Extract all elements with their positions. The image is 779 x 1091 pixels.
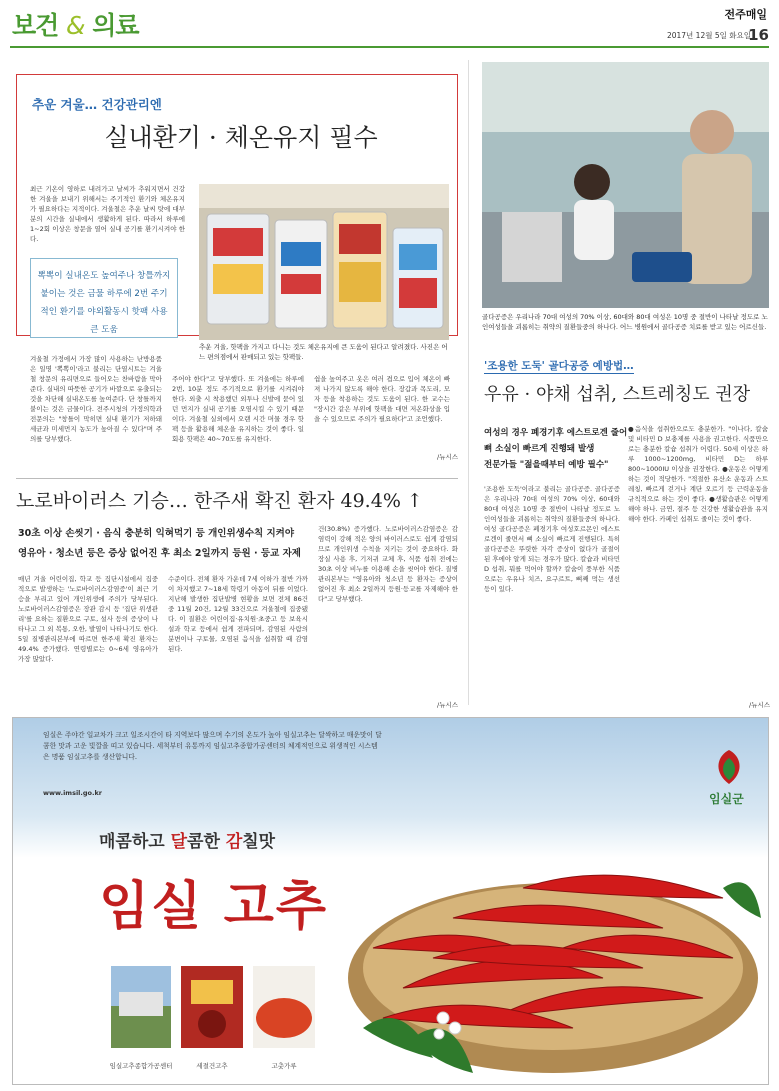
issue-date: 2017년 12월 5일 화요일: [666, 31, 751, 40]
imsil-logo-icon: [711, 748, 747, 786]
paper-name: 전주매일: [724, 8, 767, 21]
page-number: 16: [748, 26, 769, 44]
dried-chili-package-photo: [181, 966, 243, 1048]
section-title-ampersand: &: [66, 11, 85, 40]
article3-byline: /뉴시스: [748, 701, 770, 709]
article1-col1: 겨울철 가정에서 가장 많이 사용하는 난방용품은 일명 '뽁뽁이'라고 불리는 단열시트는 겨울철 창문의 유리면으로 들어오는 찬바람을 막아준다. 실내의 따뜻한 공기가 바깥으로 유출되는 것을 차단해 실내온도를 높여준다. 단 창틀까지 붙이는 것은 금물이다. 전주시청의 가정의학과 전문의는 "창틀이 막히면 실내 환기가 저하돼 세균과 미세먼지 농도가 높아질 수 있다"며 주의를 당부했다.: [30, 355, 162, 443]
processing-center-photo: [111, 966, 171, 1048]
osteoporosis-caption: 골다공증은 우리나라 70대 여성의 70% 이상, 60대와 80대 여성은 10명 중 절반이 나타날 정도로 노인여성들을 괴롭히는 취약의 질환들중의 하나다. 어느 병원에서 골다공증 치료를 받고 있는 어르신들.: [482, 313, 768, 331]
article1-title: 실내환기 · 체온유지 필수: [104, 123, 378, 152]
thumb-label-dried: 세절건고추: [196, 1062, 228, 1070]
article1-col3: 쉽을 높여주고 옷은 여러 겹으로 입어 체온이 빠져 나가지 않도록 해야 한다. 장갑과 목도리, 모자 등을 착용하는 것도 도움이 된다. 한 교수는 "장시간 같은 부위에 핫팩을 대면 저온화상을 입을 수 있으므로 주의가 필요하다"고 조언했다.: [314, 375, 450, 423]
article1-pullquote: 뽁뽁이 실내온도 높여주나 창틀까지 붙이는 것은 금물 하루에 2번 주기적인 환기를 야외활동시 핫팩 사용 큰 도움: [30, 258, 178, 338]
chili-advertisement: [12, 717, 769, 1085]
article2-headline: 노로바이러스 기승… 한주새 확진 환자 49.4% ↑: [16, 490, 423, 512]
ad-url[interactable]: www.imsil.go.kr: [43, 789, 102, 797]
article3-sub3: 전문가들 "젊을때부터 예방 필수": [484, 460, 609, 470]
ad-body-text: 임실은 주야간 일교차가 크고 일조시간이 타 지역보다 많으며 수기의 온도가 높아 임실고추는 달싹하고 매운맛이 달콤한 맛과 고운 빛깔을 띠고 있습니다. 세척부터 유통까지 임실고추종합가공센터의 체계적인으로 위생적인 시스템은 명품 임실고추를 생산합니다.: [43, 731, 382, 761]
osteoporosis-photo: [482, 62, 769, 308]
header-rule: [10, 46, 769, 48]
article3-col1: '조용한 도둑'이라고 불리는 골다공증. 골다공증은 우리나라 70대 여성의 70% 이상, 60대와 80대 여성은 10명 중 절반이 나타날 정도로 노인여성들을 괴롭히는 취약의 질환들중의 하나다. 여성 골다공증은 폐경기후 여성호르몬인 에스트로겐이 줄면서 뼈 소실이 빠르게 진행된다. 특히 골다공증은 뚜렷한 자각 증상이 없다가 골절이 된 후에야 알게 되는 경우가 많다. 칼슘과 비타민 D 섭취, 뭐를 먹어야 할까? 칼슘이 풍부한 식품으로는 우유나 치즈, 요구르트, 뼈째 먹는 생선 등이 있다.: [484, 485, 620, 593]
article3-sub2: 뼈 소실이 빠르게 진행돼 발생: [484, 444, 595, 454]
hotpack-caption: 추운 겨울, 핫팩을 가지고 다니는 것도 체온유지에 큰 도움이 된다고 알려졌다. 사진은 어느 편의점에서 판매되고 있는 핫팩들.: [199, 343, 448, 361]
article1-lead: 최근 기온이 영하로 내려가고 날씨가 추워지면서 건강한 겨울을 보내기 위해서는 주기적인 환기와 체온유지가 필요하다는 지적이다. 겨울철은 추운 날씨 탓에 대부분의 시간을 실내에서 생활하게 된다. 따라서 하루에 1~2회 이상은 창문을 열어 실내 공기를 환기시켜야 한다.: [30, 185, 185, 243]
article3-title: 우유 · 야채 섭취, 스트레칭도 권장: [484, 384, 751, 405]
hotpack-photo: [199, 184, 449, 340]
article3-kicker: '조용한 도둑' 골다공증 예방법…: [484, 360, 634, 372]
chili-powder-photo: [253, 966, 315, 1048]
section-title: 보건 & 의료: [12, 11, 139, 40]
hotpack-illustration: [199, 184, 449, 340]
article2-col2: 수준이다. 전체 환자 가운데 7세 이하가 절반 가까이 차지했고 7~18세 학령기 아동이 뒤를 이었다. 지난해 발생한 집단발병 현황을 보면 전체 86건 중 11월 20건, 12월 33건으로 겨울철에 집중됐다. 이 질환은 어린이집·유치원·초중고 등 보육시설과 학교 등에서 쉽게 전파되며, 감염된 사람의 분변이나 구토물, 오염된 음식을 섭취할 때 감염된다.: [168, 575, 308, 653]
article3-sub1: 여성의 경우 폐경기후 에스트로겐 줄어: [484, 428, 628, 438]
article2-sub2: 영유아 · 청소년 등은 증상 없어진 후 최소 2일까지 등원 · 등교 자제: [18, 548, 301, 559]
article2-byline: /뉴시스: [436, 701, 458, 709]
article2-top-rule: [16, 478, 458, 479]
ad-brand: 임실군: [709, 792, 744, 806]
thumb-label-powder: 고춧가루: [271, 1062, 297, 1070]
article1-kicker: 추운 겨울… 건강관리엔: [32, 97, 162, 112]
article2-col3: 건(30.8%) 증가했다. 노로바이러스감염증은 감염력이 강해 적은 양의 바이러스로도 쉽게 감염되므로 개인위생 수칙을 지키는 것이 중요하다. 화장실 사용 후, 기저귀 교체 후, 식품 섭취 전에는 30초 이상 비누를 이용해 손을 씻어야 한다. 질병관리본부는 "영유아와 청소년 등 환자는 증상이 없어진 후 최소 2일까지 등원·등교를 자제해야 한다"고 당부했다.: [318, 525, 458, 603]
article1-byline: /뉴시스: [436, 453, 458, 461]
thumb-label-center: 임실고추종합가공센터: [109, 1062, 173, 1070]
chili-basket-illustration: [343, 828, 763, 1078]
article2-sub1: 30초 이상 손씻기 · 음식 충분히 익혀먹기 등 개인위생수칙 지켜야: [18, 528, 295, 539]
article1-col2: 주어야 한다"고 당부했다. 또 겨울에는 하루에 2번, 10분 정도 주기적으로 환기를 시켜줘야 한다. 외출 시 착용했던 외투나 신발에 묻어 있던 먼지가 실내 공기를 오염시킬 수 있기 때문이다. 겨울철 실외에서 오랜 시간 머물 경우 핫팩 등을 활용해 체온을 유지하는 것이 좋다. 일회용 핫팩은 40~70도를 유지한다.: [172, 375, 304, 443]
clinic-illustration: [482, 62, 769, 308]
column-divider: [468, 60, 469, 705]
ad-tagline: 매콤하고 달콤한 감칠맛: [99, 832, 276, 852]
article2-col1: 매년 겨울 어린이집, 학교 등 집단시설에서 집중적으로 발생하는 '노로바이러스감염증'이 최근 기승을 부리고 있어 개인위생에 주의가 당부된다. 노로바이러스감염증은 장관 감시 등 '집단 위생관리'를 요하는 질환으로 구토, 설사 등의 증상이 나타나고 그 외 복통, 오한, 발열이 나타나기도 한다. 5일 질병관리본부에 따르면 한주새 확진 환자는 49.4% 증가했다. 연령별로는 0~6세 영유아가 가장 많았다.: [18, 575, 158, 663]
ad-product-name: 임실 고추: [99, 876, 329, 937]
article3-col2: ●음식을 섭취한으로도 충분한가. "이나다, 칼슘 및 비타민 D 보충제를 사용을 권고한다. 식품만으로는 충분한 칼슘 섭취가 어렵다. 50세 이상은 하루 1000~1200mg, 비타민 D는 하루 800~1000IU 이상을 권장한다. ●운동은 어떻게 하는 것이 적당한가. "적절한 유산소 운동과 스트레칭, 빠르게 걷거나 계단 오르기 등 근력운동을 규칙적으로 하는 것이 좋다. ●생활습관은 어떻게 해야 하나. 금연, 절주 등 건강한 생활습관을 유지해야 한다. 카페인 섭취도 줄이는 것이 좋다.: [628, 425, 768, 523]
